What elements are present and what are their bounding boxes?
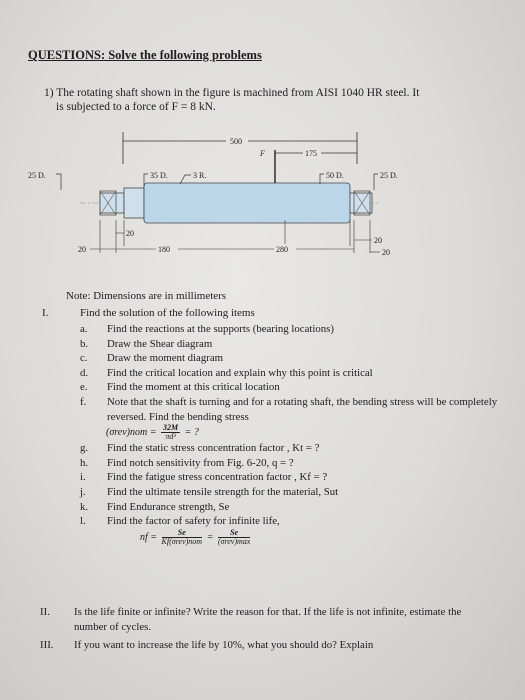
problem-line-1: The rotating shaft shown in the figure is machined from AISI 1040 HR steel. It	[56, 87, 420, 99]
problem-line-2: is subjected to a force of F = 8 kN.	[56, 101, 216, 113]
section-1-title: Find the solution of the following items	[80, 307, 255, 319]
list-item: c. Draw the moment diagram	[80, 352, 224, 365]
dim-500: 500	[230, 137, 242, 146]
list-item: f. Note that the shaft is turning and for a rotating shaft, the bending stress will be completely reversed. Find the bending stress	[80, 395, 498, 423]
force-label: F	[260, 149, 265, 158]
section-2	[40, 605, 480, 634]
list-item: k. Find Endurance strength, Se	[80, 500, 230, 513]
dim-right-shoulder: 20	[374, 236, 382, 245]
list-item: d. Find the critical location and explain why this point is critical	[80, 366, 373, 379]
dia-left-end: 25 D.	[28, 171, 46, 180]
problem-statement	[44, 86, 484, 114]
section-3	[40, 638, 480, 653]
section-1-number: I.	[42, 307, 49, 319]
list-item: j. Find the ultimate tensile strength for the material, Sut	[80, 485, 339, 498]
list-item: e. Find the moment at this critical location	[80, 381, 280, 394]
problem-number: 1)	[44, 87, 54, 99]
section-2-text: Is the life finite or infinite? Write the reason for that. If the life is not infinite, estimate the number of cycles.	[74, 606, 462, 633]
dim-180: 180	[158, 245, 170, 254]
list-item: i. Find the fatigue stress concentration factor , Kf = ?	[80, 471, 328, 484]
dim-left-shoulder: 20	[126, 229, 134, 238]
section-2-number: II.	[40, 606, 50, 618]
list-item: g. Find the static stress concentration factor , Kt = ?	[80, 442, 320, 455]
list-item: l. Find the factor of safety for infinite life,	[80, 515, 280, 528]
list-item: a. Find the reactions at the supports (bearing locations)	[80, 323, 334, 335]
section-1-items	[80, 322, 500, 546]
dia-step: 35 D.	[150, 171, 168, 180]
section-3-text: If you want to increase the life by 10%, what you should do? Explain	[74, 639, 374, 651]
section-3-number: III.	[40, 639, 54, 651]
note-text: Note: Dimensions are in millimeters	[66, 290, 227, 302]
formula-bending-stress: (σrev)nom = $\frac{32M}{\text{πd³}}$ = ?	[106, 423, 199, 442]
page-title: QUESTIONS: Solve the following problems	[28, 48, 262, 62]
shaft-figure	[20, 128, 420, 288]
dim-right-bearing: 20	[382, 248, 390, 257]
dia-main: 50 D.	[326, 171, 344, 180]
section-1-heading	[42, 307, 255, 319]
dim-280: 280	[276, 245, 288, 254]
formula-safety-factor: nf = $\frac{Se}{\text{Kf(σrev)nom}}$ = $\frac{Se}{\text{(σrev)max}}$	[140, 527, 251, 546]
dia-right-end: 25 D.	[380, 171, 398, 180]
dim-left-bearing: 20	[78, 245, 86, 254]
list-item: h. Find notch sensitivity from Fig. 6-20, q = ?	[80, 456, 294, 469]
list-item: b. Draw the Shear diagram	[80, 337, 213, 350]
fillet-radius: 3 R.	[193, 171, 207, 180]
dim-175: 175	[305, 149, 317, 158]
